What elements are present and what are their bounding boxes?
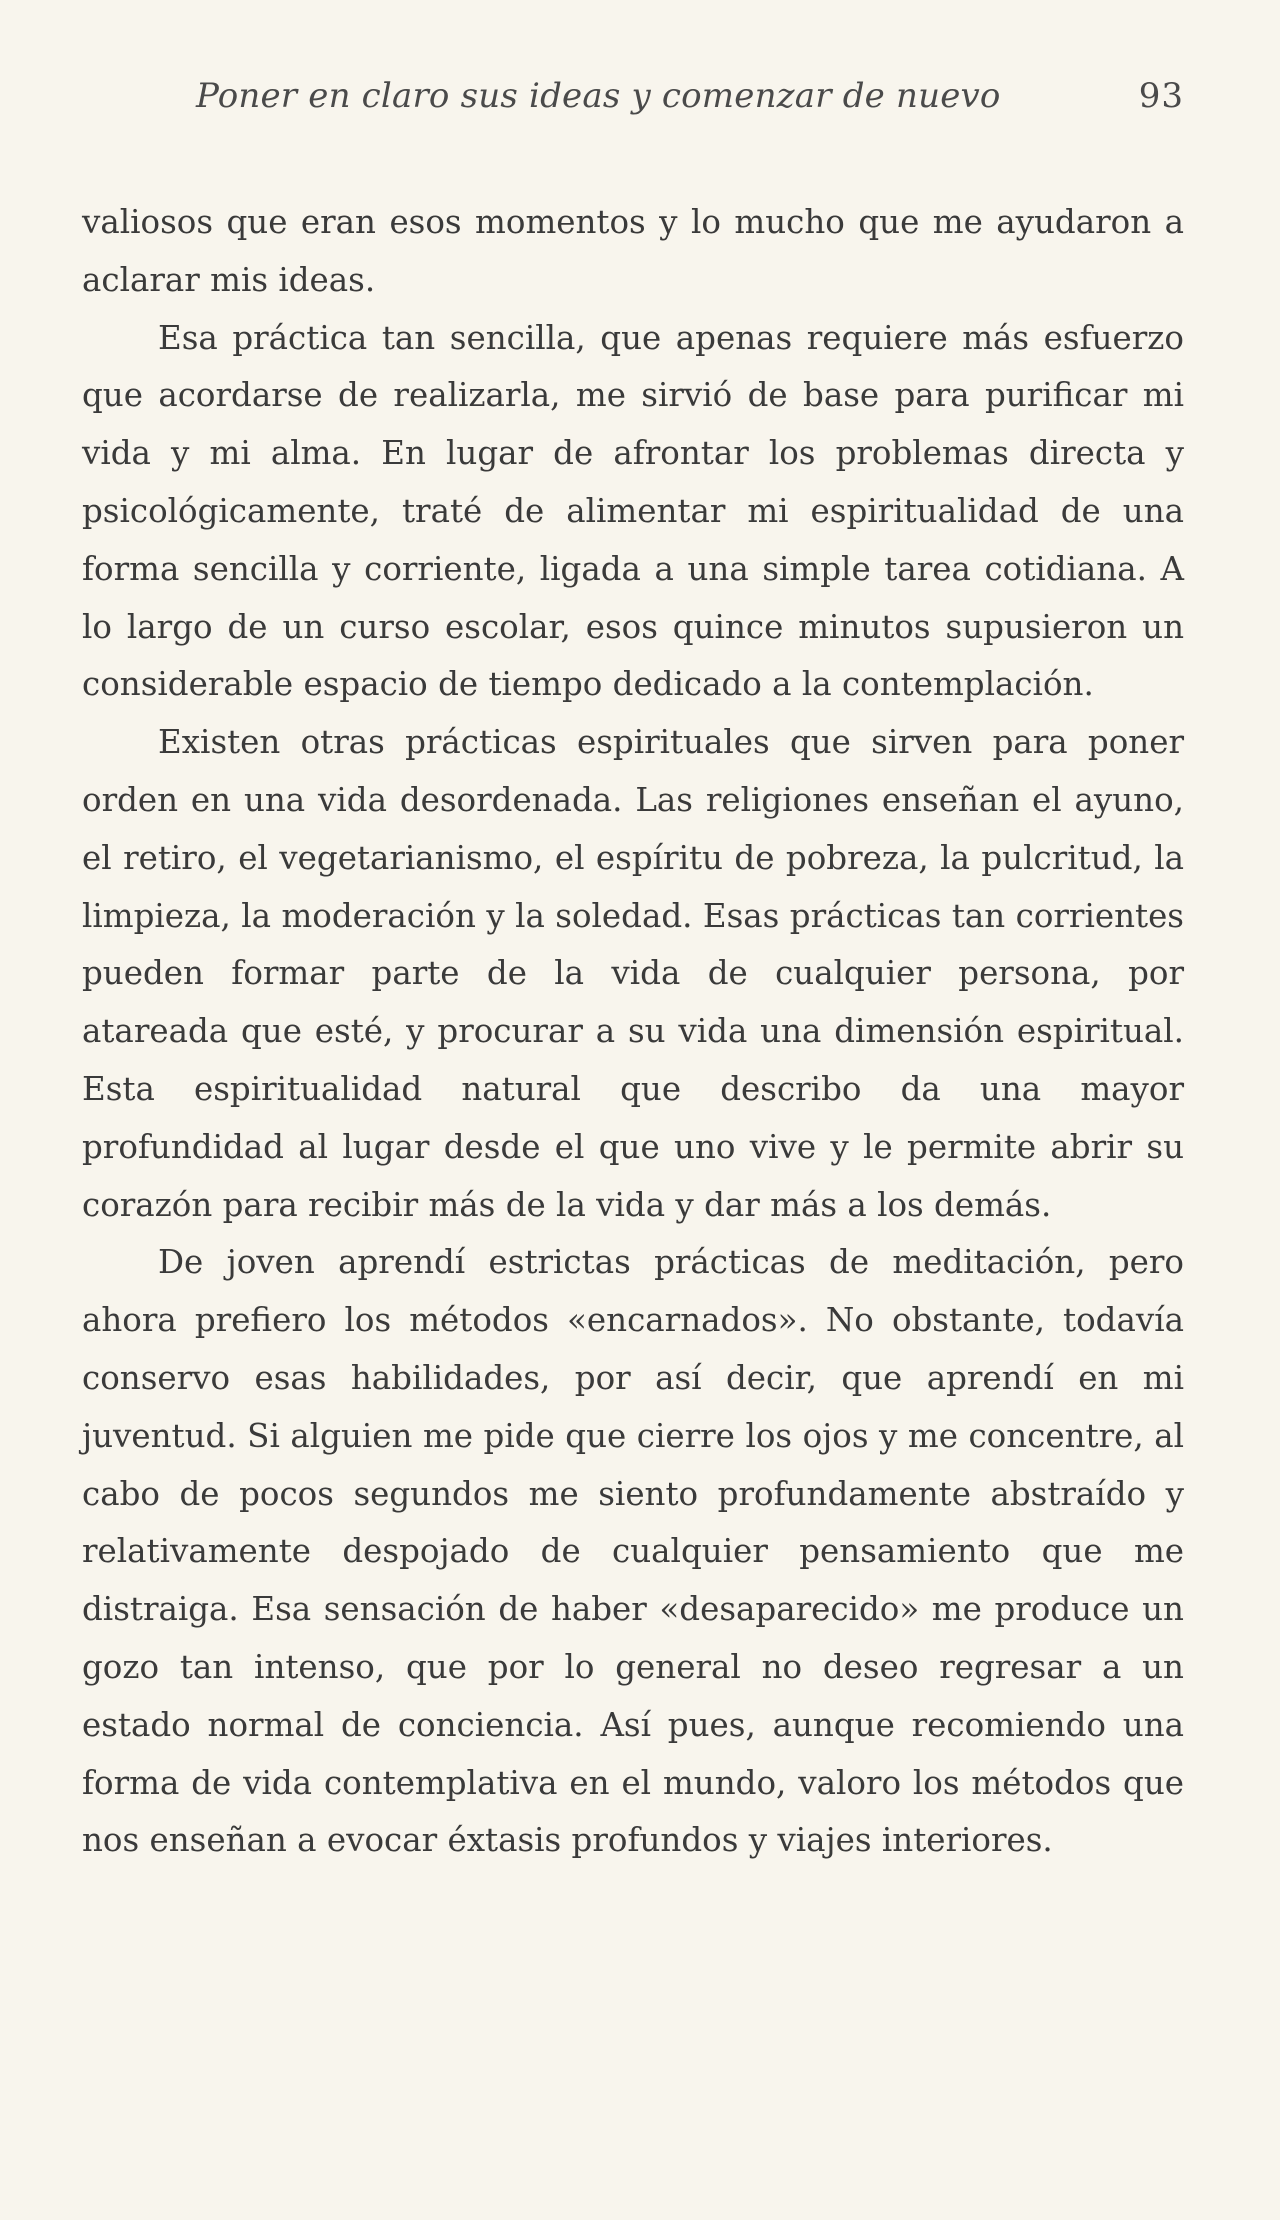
running-head — [82, 76, 1184, 136]
paragraph: Esa práctica tan sencilla, que apenas requiere más esfuerzo que acordarse de realizarla, me sirvió de base para purificar mi vida y mi alma. En lugar de afrontar los problemas directa y psicológicamente, traté de alimentar mi espiritualidad de una forma sencilla y corriente, ligada a una simple tarea cotidiana. A lo largo de un curso escolar, esos quince minutos supusieron un considerable espacio de tiempo dedicado a la contemplación. — [82, 318, 1184, 704]
paragraph: Existen otras prácticas espirituales que sirven para poner orden en una vida desordenada. Las religiones enseñan el ayuno, el retiro, el vegetarianismo, el espíritu de pobreza, la pulcritud, la limpieza, la moderación y la soledad. Esas prácticas tan corrientes pueden formar parte de la vida de cualquier persona, por atareada que esté, y procurar a su vida una dimensión espiritual. Esta espiritualidad natural que describo da una mayor profundidad al lugar desde el que uno vive y le permite abrir su corazón para recibir más de la vida y dar más a los demás. — [82, 723, 1184, 1224]
paragraph: De joven aprendí estrictas prácticas de meditación, pero ahora prefiero los métodos «encarnados». No obstante, todavía conservo esas habilidades, por así decir, que aprendí en mi juventud. Si alguien me pide que cierre los ojos y me concentre, al cabo de pocos segundos me siento profundamente abstraído y relativamente despojado de cualquier pensamiento que me distraiga. Esa sensación de haber «desaparecido» me produce un gozo tan intenso, que por lo general no deseo regresar a un estado normal de conciencia. Así pues, aunque recomiendo una forma de vida contemplativa en el mundo, valoro los métodos que nos enseñan a evocar éxtasis profundos y viajes interiores. — [82, 1243, 1184, 1860]
page-number: 93 — [1138, 76, 1184, 116]
running-title: Poner en claro sus ideas y comenzar de nuevo — [196, 76, 1001, 116]
body-text — [82, 194, 1184, 1870]
paragraph-continued: valiosos que eran esos momentos y lo mucho que me ayudaron a aclarar mis ideas. — [82, 203, 1184, 299]
